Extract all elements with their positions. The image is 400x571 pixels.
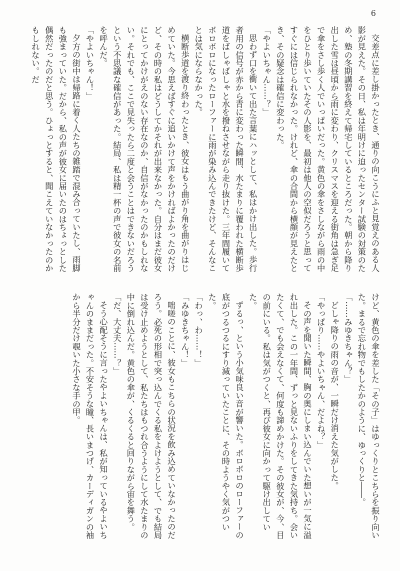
dialogue-line: 「やっぱり……やよいちゃん、だよね？」 (316, 293, 327, 449)
paragraph: 横断歩道を渡り終わったとき、彼女はもう曲がり角を曲がりはじめていた。今思えばすぐに追いかけて声をかければよかったのだけど、その時の私はどうしてかそれが出来なかった。自分はまだ彼女にとってかけがえのない存在なのか、自信がなかったのかもしれない。それでも、ここで見失ったら二度と会うことはできないだろうという不思議な確信があった。結局、私は精一杯の声で彼女の名前を呼んだ。 (99, 26, 191, 272)
dialogue-line: 「みゆきちゃん！」 (180, 293, 191, 367)
dialogue-line: 「やよいちゃん！」 (85, 26, 96, 100)
paragraph: その声を聞いた瞬間、胸の奥にしまい込んでいた想いが一気に溢れ出した。この一年間、ずっと見ないふりをしてきた気持ち。会いたくて、でも会えなくて、何度も諦めかけた。その彼女が、今、目の前にいる。私は気がつくと、再び彼女に向かって駆け出していた。 (248, 293, 314, 539)
paragraph: ずるっ、という小気味良い音が響いた。ボロボロのローファーの底がつるつるにすり減っていたことに、その時ようやく気がついた。 (207, 293, 246, 539)
upper-text-block (26, 26, 382, 278)
paragraph: そう心配そうに言ったやよいちゃんは、私が知っているやよいちゃんのままだった。不安そうな瞳、長いまつげ、カーディガンの袖から半分だけ覗いた小さな手の甲。 (71, 293, 110, 539)
paragraph: どしゃ降りの雨の音が、一瞬だけ消えた気がした。 (330, 301, 341, 490)
page-number: 6 (370, 9, 376, 18)
lower-text-block (26, 293, 382, 545)
dialogue-line: 「だ、大丈夫……？」 (112, 293, 123, 375)
dialogue-line: 「……みゆきちゃん？」 (343, 293, 354, 384)
paragraph: けど、黄色の傘を差した「その子」はゆっくりとこちらを振り向いた。まるで忘れ物でもしたかのように、ゆっくりと――。 (357, 293, 381, 539)
dialogue-line: 「やよいちゃん……？」 (262, 26, 273, 117)
paragraph: 交差点に差し掛かったとき、通りの向こうにふと見覚えのある人影が見えた。その日、私は年明けに迫ったセンター試験の対策のため、塾の冬期講習を終えて帰宅しているところだった。朝から降り出した雪は昼頃から雨に変わり、クリスマスを迎える街角は急ぎ足で傘をさし歩く人でいっぱいだった。黄色の傘をさしながら雨の中をひとり歩いていたその人影を、最初は他人の空似だろうと思ってすぐには信じられなかった。けれど、傘の合間から横顔が見えたとき、その疑念は確信に変わった。 (275, 26, 381, 272)
paragraph: 夕方の街中は帰路に着く人たちの雑踏で混み合っていたし、雨脚も強まっていた。だから、私の声が彼女に届いたのはちょっとした偶然だったのだと思う。ひょっとすると、聞こえていなかったのかもしれない。だ (31, 26, 82, 272)
dialogue-line: 「わっ、わ……！」 (194, 293, 205, 367)
paragraph: 思わず口を衝いて出た言葉にハッとして、私はかけ出した。歩行者用の信号が赤から青に変わった瞬間、水たまりに覆われた横断歩道をばしゃばしゃと水を撥ねさせながら走り抜けた。三年間履いてボロボロになったローファーに雨が染み込んできたけど、そんなことは気にならなかった。 (194, 26, 259, 272)
paragraph: 咄嗟のことに、彼女もこちらの状況を飲み込めていなかったのだろう。必死の形相で突っ込んでくる私をよけようとして、でも結局は受け止めようとして、私たちはもつれ合うようにして水たまりの中に倒れ込んだ。黄色の傘が、くるくると回りながら宙を舞う。 (126, 293, 178, 539)
